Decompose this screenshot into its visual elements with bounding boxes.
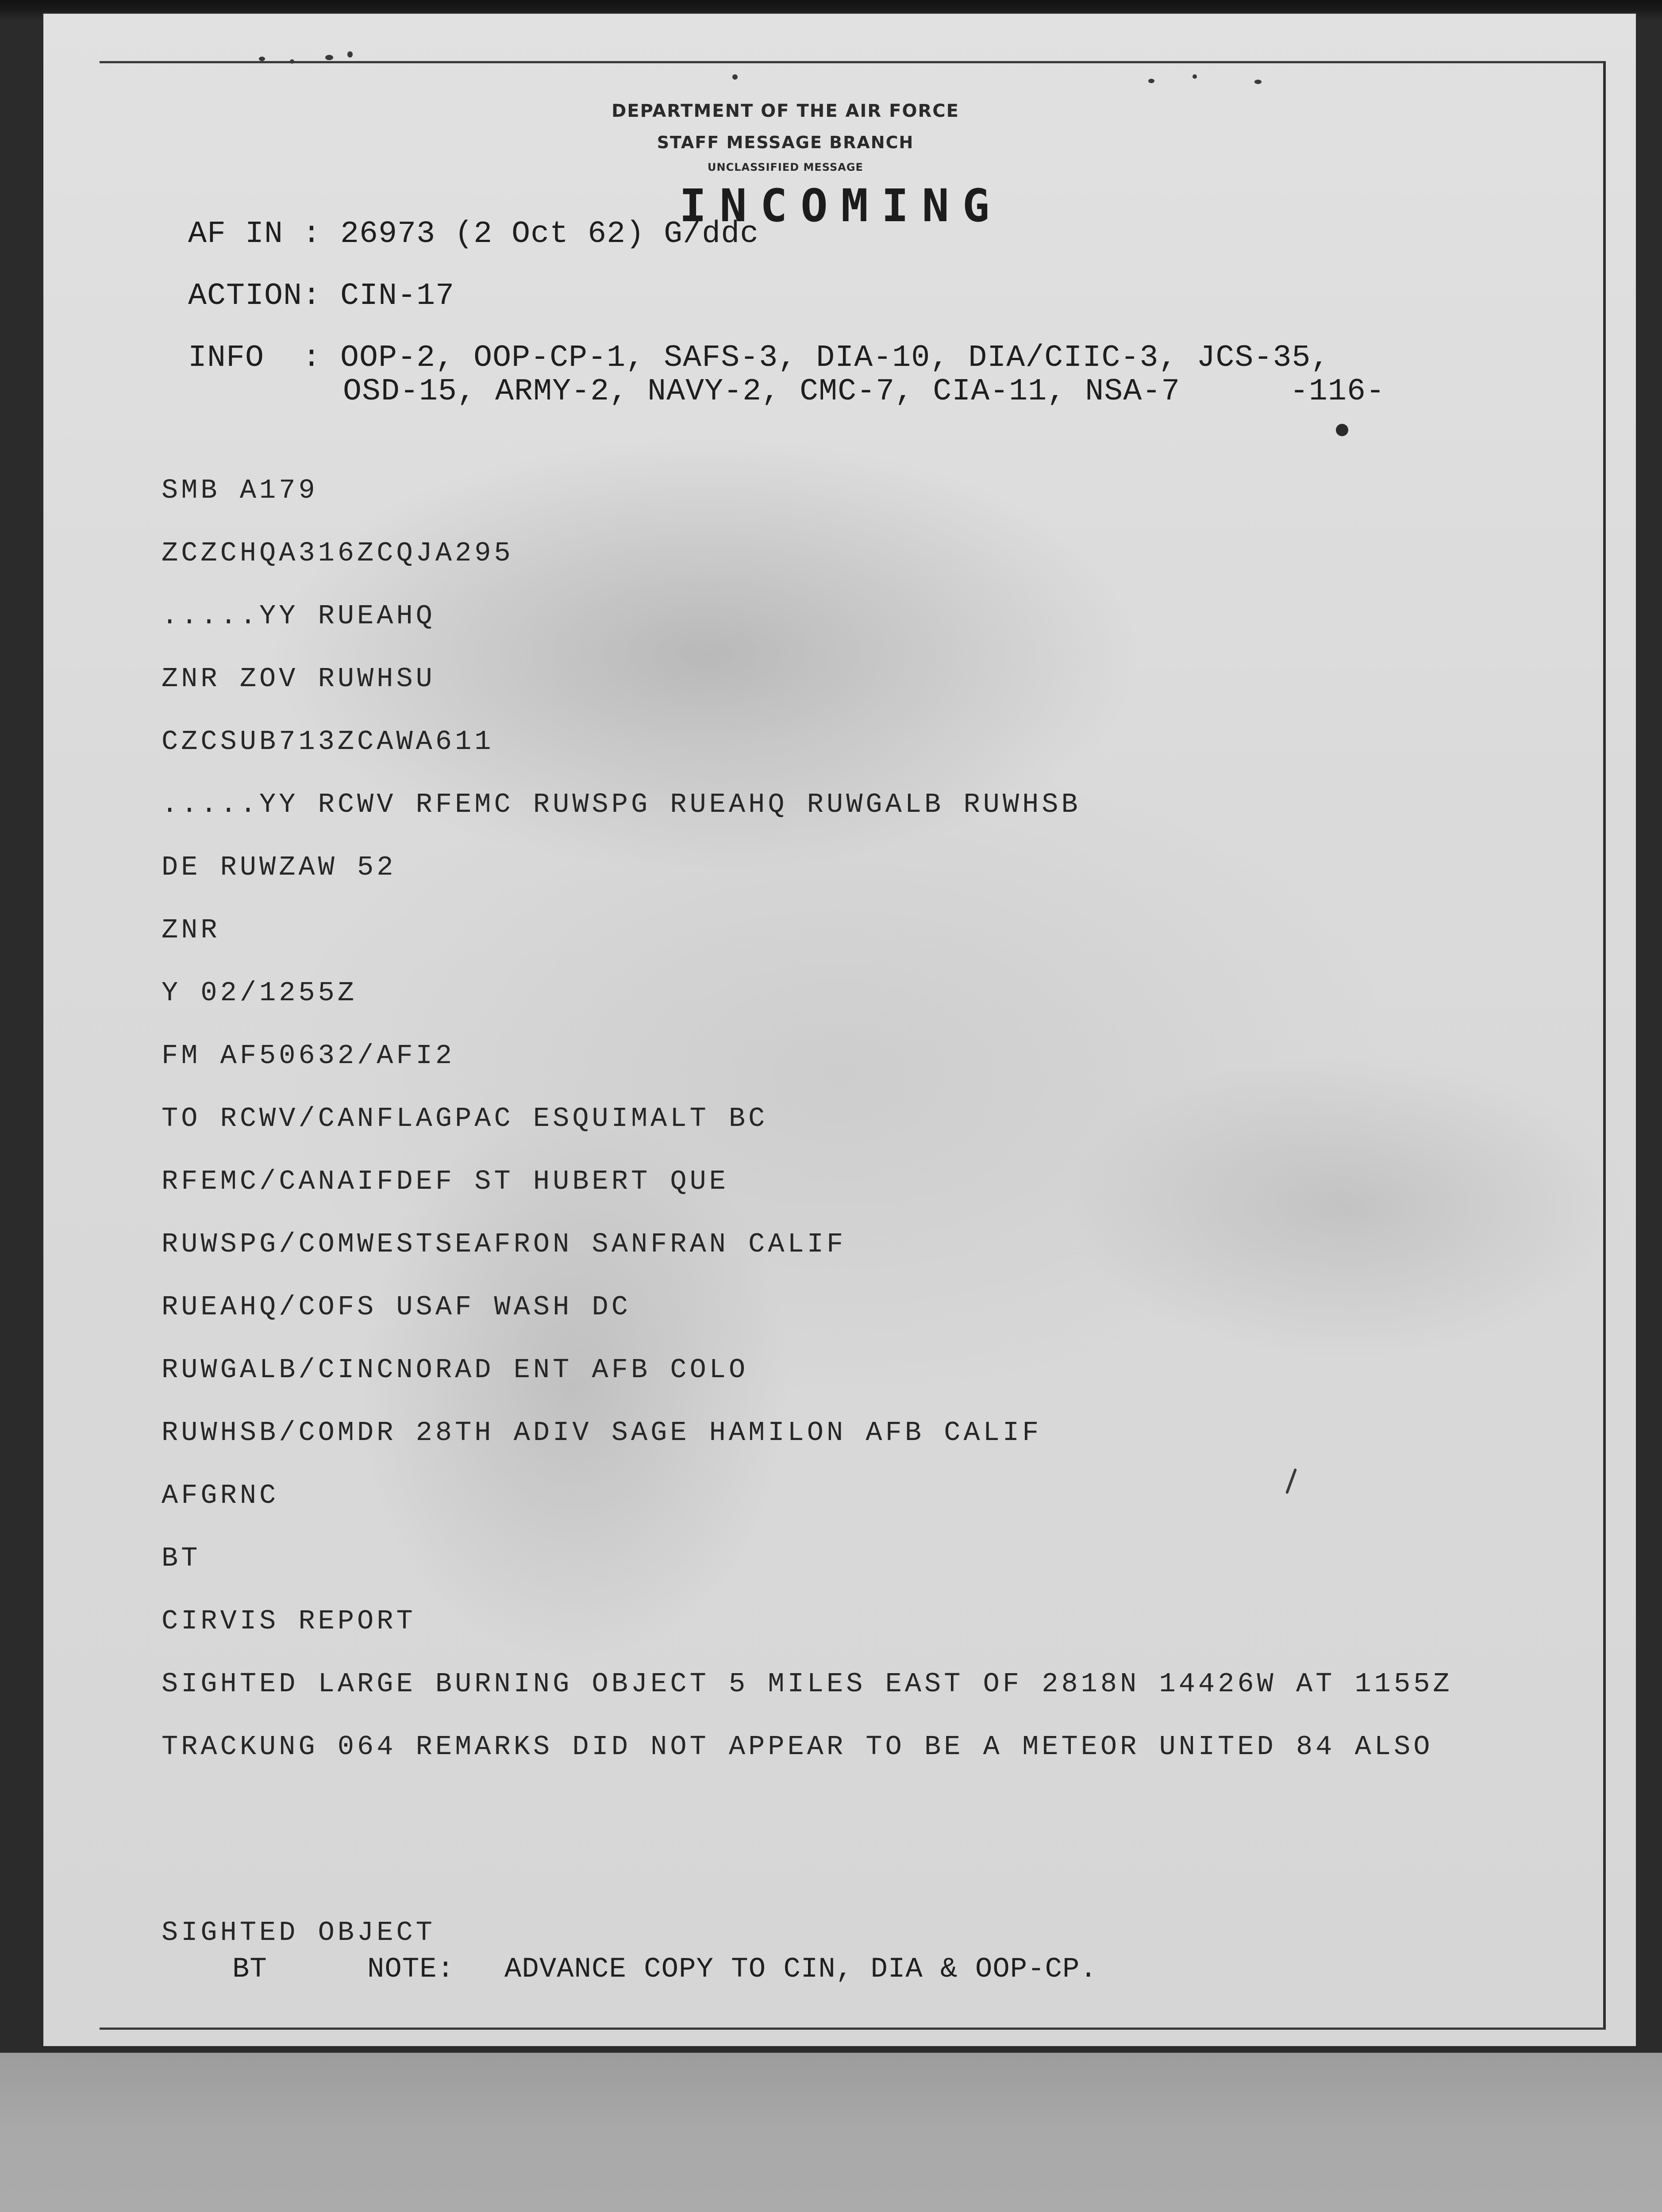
- info-line-1: INFO : OOP-2, OOP-CP-1, SAFS-3, DIA-10, DIA/CIIC-3, JCS-35,: [188, 341, 1330, 376]
- message-line: CIRVIS REPORT: [162, 1605, 416, 1637]
- break-marker: BT: [232, 1954, 267, 1985]
- message-line: TRACKUNG 064 REMARKS DID NOT APPEAR TO BE A METEOR UNITED 84 ALSO: [162, 1731, 1433, 1763]
- message-line: ZNR: [162, 914, 220, 946]
- message-line: RUEAHQ/COFS USAF WASH DC: [162, 1291, 631, 1323]
- message-line: SMB A179: [162, 475, 318, 506]
- message-line: SIGHTED LARGE BURNING OBJECT 5 MILES EAST OF 2818N 14426W AT 1155Z: [162, 1668, 1453, 1700]
- branch-heading: STAFF MESSAGE BRANCH: [657, 133, 914, 152]
- message-line: ZNR ZOV RUWHSU: [162, 663, 435, 695]
- message-line: RUWSPG/COMWESTSEAFRON SANFRAN CALIF: [162, 1229, 846, 1260]
- af-in-line: AF IN : 26973 (2 Oct 62) G/ddc: [188, 217, 759, 252]
- message-line: TO RCWV/CANFLAGPAC ESQUIMALT BC: [162, 1103, 768, 1134]
- message-line: FM AF50632/AFI2: [162, 1040, 455, 1071]
- message-line: SIGHTED OBJECT: [162, 1917, 435, 1948]
- message-line: RUWGALB/CINCNORAD ENT AFB COLO: [162, 1354, 749, 1386]
- message-line: .....YY RCWV RFEMC RUWSPG RUEAHQ RUWGALB RUWHSB: [162, 789, 1081, 820]
- note-label: NOTE:: [367, 1954, 455, 1985]
- incoming-stamp: INCOMING: [679, 180, 1003, 232]
- action-line: ACTION: CIN-17: [188, 279, 455, 314]
- department-heading: DEPARTMENT OF THE AIR FORCE: [612, 101, 959, 121]
- punch-dot: [1336, 424, 1348, 436]
- message-line: RFEMC/CANAIFDEF ST HUBERT QUE: [162, 1166, 729, 1197]
- copy-count: -116-: [1290, 374, 1385, 409]
- message-line: DE RUWZAW 52: [162, 852, 396, 883]
- note-text: ADVANCE COPY TO CIN, DIA & OOP-CP.: [504, 1954, 1097, 1985]
- message-line: BT: [162, 1543, 201, 1574]
- classification-heading: UNCLASSIFIED MESSAGE: [708, 161, 863, 173]
- message-line: ZCZCHQA316ZCQJA295: [162, 538, 514, 569]
- message-line: .....YY RUEAHQ: [162, 600, 435, 632]
- message-line: Y 02/1255Z: [162, 977, 358, 1009]
- message-sheet: [42, 12, 1637, 2047]
- message-line: AFGRNC: [162, 1480, 279, 1511]
- message-line: RUWHSB/COMDR 28TH ADIV SAGE HAMILON AFB CALIF: [162, 1417, 1042, 1448]
- scanner-bed: [0, 2053, 1662, 2212]
- message-line: CZCSUB713ZCAWA611: [162, 726, 494, 757]
- info-line-2: OSD-15, ARMY-2, NAVY-2, CMC-7, CIA-11, NSA-7: [343, 374, 1181, 409]
